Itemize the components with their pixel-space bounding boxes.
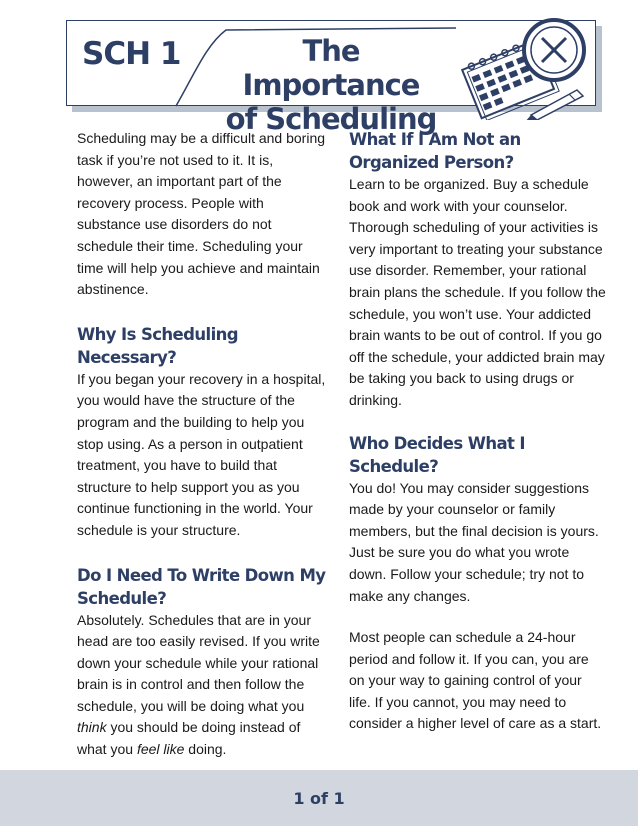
scheduling-illustration [449,10,599,120]
heading-why-scheduling: Why Is Scheduling Necessary? [77,324,238,367]
heading-who-decides: Who Decides What I Schedule? [349,433,525,476]
intro-paragraph: Scheduling may be a difficult and boring task if you’re not used to it. It is, however, an important part of the recovery process. People with substance use disorders do not schedule their time. Scheduling your time will help you achieve and maintain abstinence. [77,130,326,298]
write-down-text-2: you should be doing instead of what you [77,719,301,758]
write-down-text-1: Absolutely. Schedules that are in your head are too easily revised. If you write down your schedule while your rational brain is in control and then follow the schedule, you will be doing what you [77,611,320,714]
why-scheduling-paragraph: If you began your recovery in a hospital, you would have the structure of the program and the building to help you stop using. As a person in outpatient treatment, you have to build that structure to help support you as you continue functioning in the world. Your schedule is your structure. [77,370,326,538]
left-column [77,128,329,761]
closing-paragraph: Most people can schedule a 24-hour period and follow it. If you can, you are on your way to gaining control of your life. If you cannot, you may need to consider a higher level of care as a start. [349,629,602,732]
not-organized-paragraph: Learn to be organized. Buy a schedule book and work with your counselor. Thorough scheduling of your activities is very important to treating your substance use disorder. Remember, your rational brain plans the schedule. If you follow the schedule, you won’t use. Your addicted brain wants to be out of control. If you go off the schedule, your addicted brain may be taking you back to using drugs or drinking. [349,176,606,408]
heading-write-down: Do I Need To Write Down My Schedule? [77,565,326,608]
heading-not-organized: What If I Am Not an Organized Person? [349,130,521,172]
header-banner [66,20,602,136]
title-line-1: The Importance [242,34,420,102]
page-title [216,34,446,136]
write-down-paragraph [77,610,329,761]
footer-band [0,770,638,826]
handout-code: SCH 1 [82,36,181,72]
emphasis-think: think [77,719,107,736]
page-number: 1 of 1 [293,789,345,808]
who-decides-paragraph: You do! You may consider suggestions made by your counselor or family members, but the final decision is yours. Just be sure you do what you wrote down. Follow your schedule; try not to make any changes. [349,479,599,604]
title-line-2: of Scheduling [225,102,437,136]
emphasis-feel-like: feel like [136,741,185,758]
right-column [349,128,607,735]
clock-icon [524,20,584,80]
write-down-text-3: doing. [184,741,227,758]
